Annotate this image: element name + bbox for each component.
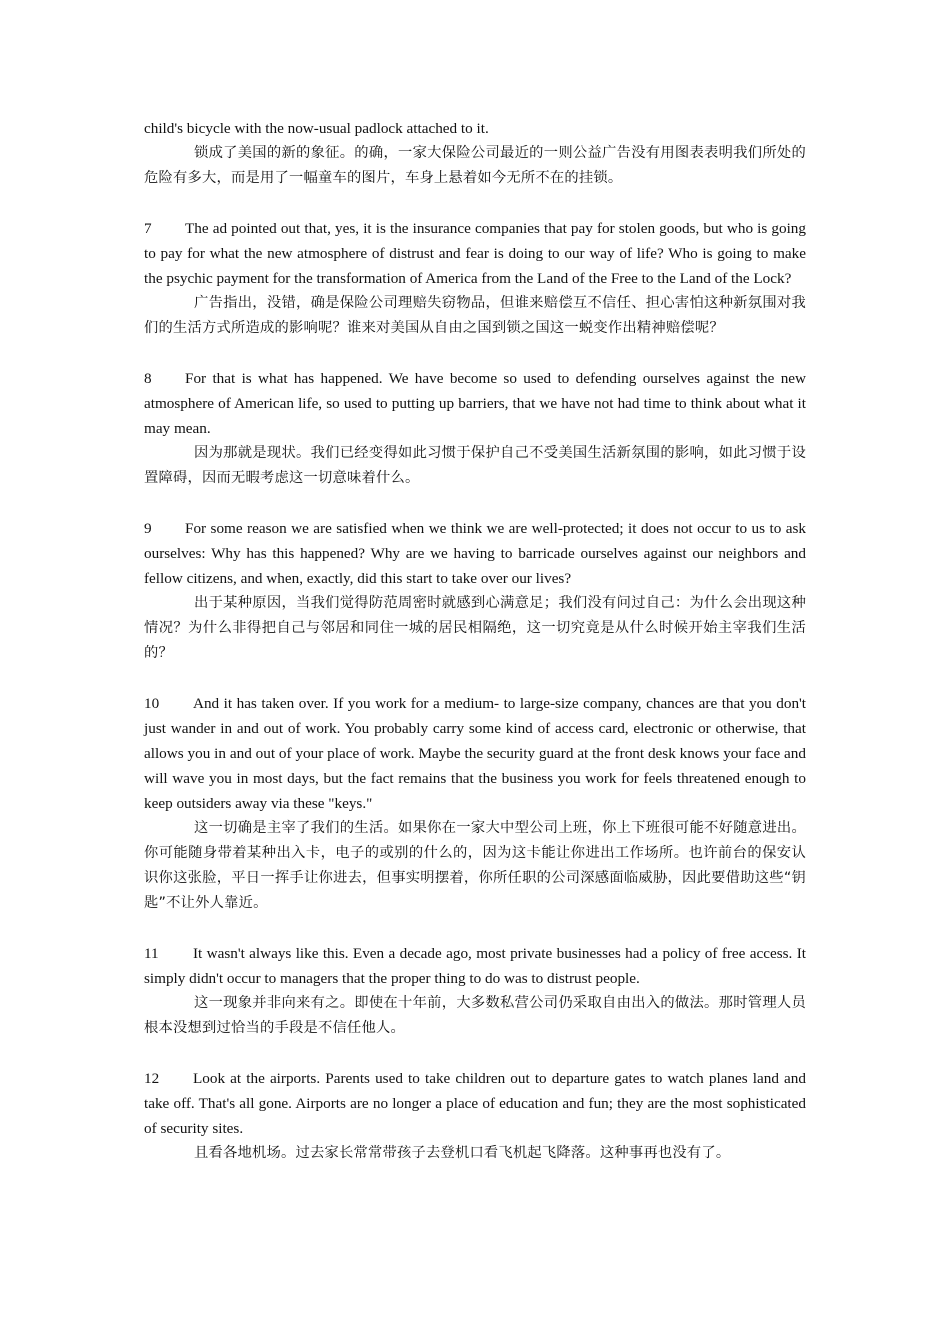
english-body: For some reason we are satisfied when we think we are well-protected; it does not occur to us to ask ourselves: Why has this happened? Why are we having to barricade ourselves against our neighbors and fellow citizens, and when, exactly, did this start to take over our lives? <box>144 520 806 587</box>
paragraph-9 <box>144 516 806 666</box>
paragraph-11 <box>144 941 806 1041</box>
chinese-translation: 这一切确是主宰了我们的生活。如果你在一家大中型公司上班，你上下班很可能不好随意进出。你可能随身带着某种出入卡，电子的或别的什么的，因为这卡能让你进出工作场所。也许前台的保安认识你这张脸，平日一挥手让你进去，但事实明摆着，你所任职的公司深感面临威胁，因此要借助这些“钥匙”不让外人靠近。 <box>144 820 806 911</box>
english-body: Look at the airports. Parents used to take children out to departure gates to watch planes land and take off. That's all gone. Airports are no longer a place of education and fun; they are the most sophisticated of security sites. <box>144 1070 806 1137</box>
english-text <box>144 691 806 816</box>
chinese-translation: 锁成了美国的新的象征。的确，一家大保险公司最近的一则公益广告没有用图表表明我们所处的危险有多大，而是用了一幅童车的图片，车身上悬着如今无所不在的挂锁。 <box>144 145 806 186</box>
english-text <box>144 941 806 991</box>
english-text: child's bicycle with the now-usual padlock attached to it. <box>144 120 489 137</box>
english-body: It wasn't always like this. Even a decade ago, most private businesses had a policy of free access. It simply didn't occur to managers that the proper thing to do was to distrust people. <box>144 945 806 987</box>
paragraph-7 <box>144 216 806 341</box>
paragraph-10 <box>144 691 806 916</box>
paragraph-number: 12 <box>144 1070 160 1087</box>
paragraph-number: 7 <box>144 220 152 237</box>
chinese-translation: 广告指出，没错，确是保险公司理赔失窃物品，但谁来赔偿互不信任、担心害怕这种新氛围对我们的生活方式所造成的影响呢？谁来对美国从自由之国到锁之国这一蜕变作出精神赔偿呢？ <box>144 295 806 336</box>
english-text <box>144 366 806 441</box>
chinese-translation: 这一现象并非向来有之。即使在十年前，大多数私营公司仍采取自由出入的做法。那时管理人员根本没想到过恰当的手段是不信任他人。 <box>144 995 806 1036</box>
english-body: The ad pointed out that, yes, it is the insurance companies that pay for stolen goods, but who is going to pay for what the new atmosphere of distrust and fear is doing to our way of life? Who is going to make the psychic payment for the transformation of America from the Land of the Free to the Land of the Lock? <box>144 220 806 287</box>
english-text <box>144 1066 806 1141</box>
english-body: For that is what has happened. We have become so used to defending ourselves against the new atmosphere of American life, so used to putting up barriers, that we have not had time to think about what it may mean. <box>144 370 806 437</box>
chinese-translation: 且看各地机场。过去家长常常带孩子去登机口看飞机起飞降落。这种事再也没有了。 <box>194 1145 731 1161</box>
paragraph-number: 8 <box>144 370 152 387</box>
chinese-translation: 因为那就是现状。我们已经变得如此习惯于保护自己不受美国生活新氛围的影响，如此习惯于设置障碍，因而无暇考虑这一切意味着什么。 <box>144 445 806 486</box>
paragraph-number: 11 <box>144 945 159 962</box>
paragraph-number: 9 <box>144 520 152 537</box>
english-body: And it has taken over. If you work for a medium- to large-size company, chances are that you don't just wander in and out of work. You probably carry some kind of access card, electronic or otherwise, that allows you in and out of your place of work. Maybe the security guard at the front desk knows your face and will wave you in most days, but the fact remains that the business you work for feels threatened enough to keep outsiders away via these "keys." <box>144 695 806 812</box>
paragraph-number: 10 <box>144 695 160 712</box>
english-text <box>144 216 806 291</box>
chinese-translation: 出于某种原因，当我们觉得防范周密时就感到心满意足；我们没有问过自己：为什么会出现这种情况？为什么非得把自己与邻居和同住一城的居民相隔绝，这一切究竟是从什么时候开始主宰我们生活的？ <box>144 595 806 661</box>
paragraph-8 <box>144 366 806 491</box>
paragraph-6-continued <box>144 116 806 191</box>
paragraph-12 <box>144 1066 806 1166</box>
english-text <box>144 516 806 591</box>
document-page <box>144 116 806 1191</box>
